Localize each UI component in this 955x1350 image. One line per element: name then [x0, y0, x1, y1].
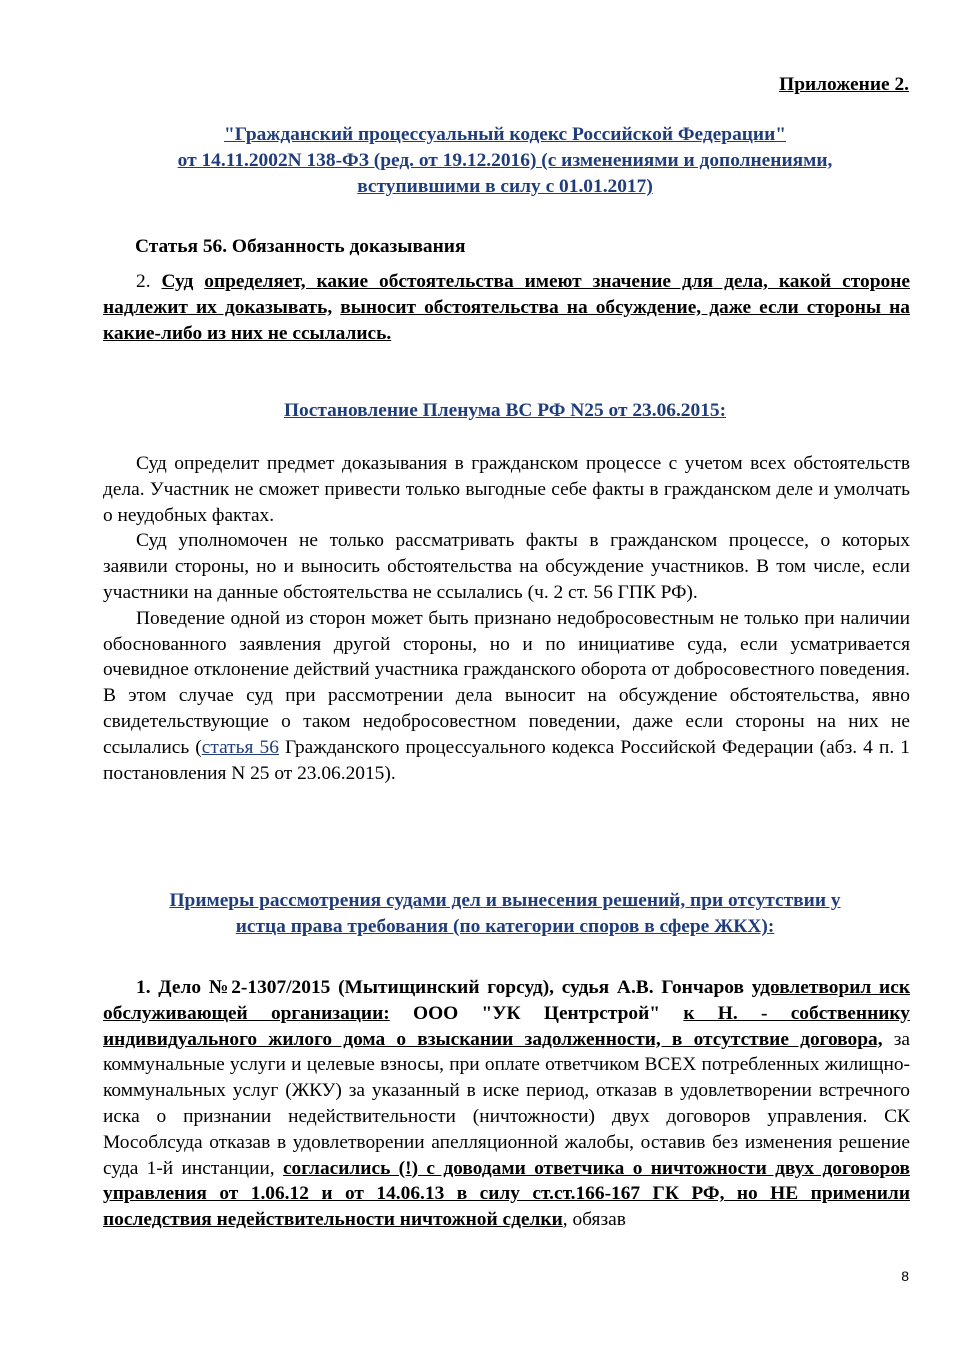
gpk-title-line: "Гражданский процессуальный кодекс Российской Федерации" [223, 124, 787, 145]
plenum-title-link[interactable]: Постановление Пленума ВС РФ N25 от 23.06.2015: [283, 400, 727, 421]
case-highlight: согласились (!) с доводами ответчика о ничтожности двух договоров управления от 1.06.12 и от 14.06.13 в силу ст.ст.166-167 ГК РФ, но НЕ применили последствия недействительности ничтожной сделки [103, 1157, 911, 1231]
appendix-label: Приложение 2. [779, 74, 909, 95]
plenum-paragraph: Суд определит предмет доказывания в гражданском процессе с учетом всех обстоятельств дела. Участник не сможет привести только выгодные себе факты в гражданском деле и умолчать о неудобных фактах. [103, 453, 910, 526]
plenum-paragraph [103, 606, 910, 787]
case-highlight: к Н. - собственнику индивидуального жилого дома о взыскании задолженности, в отсутствие договора, [103, 1002, 911, 1050]
case-highlight: удовлетворил иск обслуживающей организации: [103, 977, 911, 1024]
article-text [103, 269, 910, 347]
plenum-paragraph-text: Поведение одной из сторон может быть признано недобросовестным не только при наличии обоснованного заявления другой стороны, но и по инициативе суда, если усматривается очевидное отклонение действий участника гражданского оборота от добросовестного поведения. В этом случае суд при рассмотрении дела выносит на обсуждение обстоятельства, явно свидетельствующие о таком недобросовестном поведении, даже если стороны на них не ссылались ( [103, 607, 910, 758]
case-text: за коммунальные услуги и целевые взносы, при оплате ответчиком ВСЕХ потребленных жилищно-коммунальных услуг (ЖКУ) за указанный в иске период, отказав в удовлетворении встречного иска о признании недействительности (ничтожности) двух договоров управления. СК Мособлсуда отказав в удовлетворении апелляционной жалобы, оставив без изменения решение суда 1-й инстанции, [103, 1028, 910, 1179]
case-company: ООО "УК Центрстрой" [389, 1002, 684, 1024]
examples-title-line: истца права требования (по категории споров в сфере ЖКХ): [235, 916, 775, 937]
article-part: выносит обстоятельства на обсуждение, даже если стороны на какие-либо из них не ссылались. [103, 297, 910, 344]
gpk-title-line: вступившими в силу с 01.01.2017) [357, 176, 653, 197]
plenum-paragraph: Суд уполномочен не только рассматривать факты в гражданском процессе, о которых заявили стороны, но и выносить обстоятельства на обсуждение участников. В том числе, если участники на данные обстоятельства не ссылались (ч. 2 ст. 56 ГПК РФ). [103, 530, 910, 603]
article-title: Статья 56. Обязанность доказывания [135, 236, 466, 257]
article-space [193, 271, 204, 292]
article-56-link[interactable]: статья 56 [201, 736, 279, 758]
gpk-title-link[interactable] [100, 122, 910, 200]
article-number: 2. [136, 271, 162, 292]
plenum-paragraph-text: Гражданского процессуального кодекса Российской Федерации (абз. 4 п. 1 постановления N 25 от 23.06.2015). [103, 736, 910, 784]
examples-title-line: Примеры рассмотрения судами дел и вынесения решений, при отсутствии у [169, 890, 841, 911]
gpk-title-line: от 14.11.2002N 138-ФЗ (ред. от 19.12.2016) (с изменениями и дополнениями, [177, 150, 833, 171]
plenum-text [103, 451, 910, 786]
article-part: определяет, какие обстоятельства имеют значение для дела, какой стороне надлежит их доказывать, [103, 271, 910, 318]
case-text: , обязав [562, 1209, 626, 1231]
article-court: Суд [161, 271, 194, 292]
case-intro: 1. Дело №2-1307/2015 (Мытищинский горсуд), судья А.В. Гончаров [136, 977, 752, 998]
page-number: 8 [901, 1268, 909, 1284]
examples-title-link[interactable] [100, 888, 910, 940]
case-paragraph [103, 975, 910, 1233]
